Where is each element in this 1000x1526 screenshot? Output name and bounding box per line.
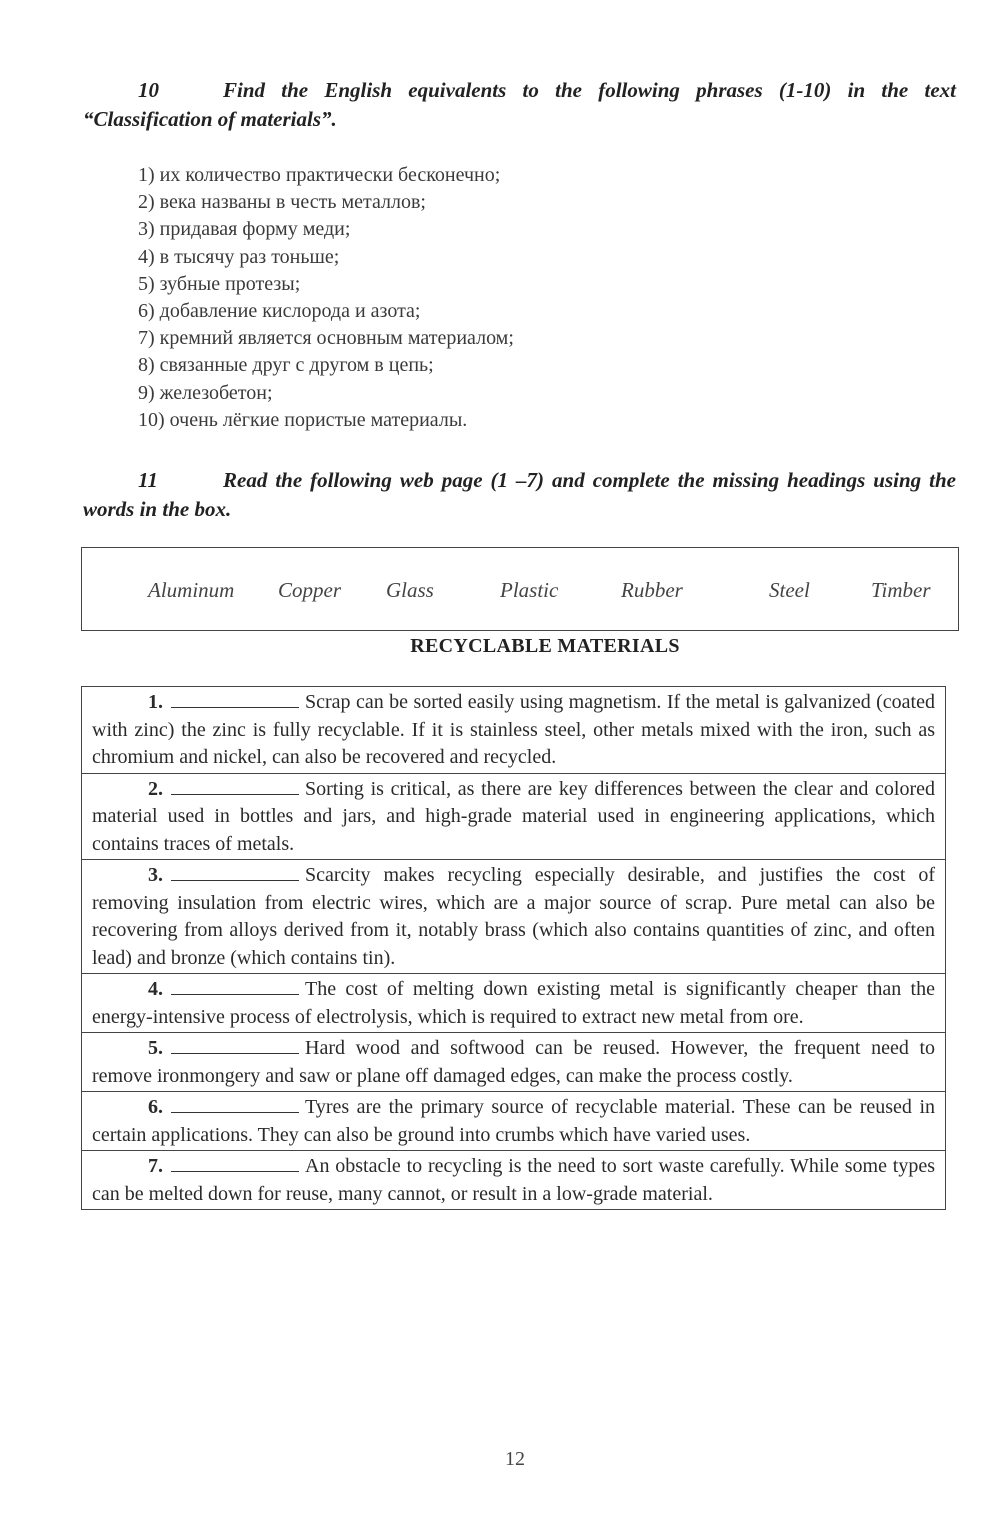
row-number: 5.	[148, 1037, 163, 1059]
table-row	[82, 973, 945, 1032]
task-10-instruction	[83, 76, 956, 134]
answer-blank[interactable]	[171, 1094, 299, 1113]
table-row	[82, 773, 945, 860]
row-number: 6.	[148, 1096, 163, 1118]
word-option: Copper	[278, 578, 341, 602]
table-row	[82, 1032, 945, 1091]
row-text: Scarcity makes recycling especially desirable, and justifies the cost of removing insulation from electric wires, which are a major source of scrap. Pure metal can also be recovering from alloys derived from it, notably brass (which also contains quantities of zinc, and often lead) and bronze (which contains tin).	[92, 864, 935, 969]
row-text: Tyres are the primary source of recyclable material. These can be reused in certain applications. They can also be ground into crumbs which have varied uses.	[92, 1096, 935, 1146]
answer-blank[interactable]	[171, 1153, 299, 1172]
task-text: Find the English equivalents to the following phrases (1-10) in the text “Classification of materials”.	[83, 78, 956, 131]
word-option: Aluminum	[148, 578, 235, 602]
row-number: 4.	[148, 978, 163, 1000]
table-row	[82, 859, 945, 973]
row-text: Scrap can be sorted easily using magnetism. If the metal is galvanized (coated with zinc) the zinc is fully recyclable. If it is stainless steel, other metals mixed with the iron, such as chromium and nickel, can also be recovered and recycled.	[92, 691, 935, 768]
row-text: The cost of melting down existing metal is significantly cheaper than the energy-intensive process of electrolysis, which is required to extract new metal from ore.	[92, 978, 935, 1028]
list-item: 9) железобетон;	[138, 381, 273, 404]
list-item: 5) зубные протезы;	[138, 272, 301, 295]
list-item: 10) очень лёгкие пористые материалы.	[138, 408, 468, 431]
phrase-list	[138, 162, 514, 434]
table-row	[82, 687, 945, 773]
word-option: Timber	[871, 578, 931, 602]
word-option: Steel	[769, 578, 810, 602]
task-text: Read the following web page (1 –7) and complete the missing headings using the words in the box.	[83, 468, 956, 521]
task-number: 11	[138, 468, 158, 492]
row-number: 1.	[148, 691, 163, 713]
list-item: 4) в тысячу раз тоньше;	[138, 245, 340, 268]
table-row	[82, 1150, 945, 1209]
page-number: 12	[505, 1448, 525, 1470]
row-text: An obstacle to recycling is the need to sort waste carefully. While some types can be melted down for reuse, many cannot, or result in a low-grade material.	[92, 1155, 935, 1205]
word-option: Plastic	[500, 578, 559, 602]
answer-blank[interactable]	[171, 1035, 299, 1054]
answer-blank[interactable]	[171, 976, 299, 995]
word-option: Rubber	[621, 578, 683, 602]
row-number: 2.	[148, 777, 163, 800]
list-item: 3) придавая форму меди;	[138, 218, 351, 241]
row-number: 3.	[148, 864, 163, 886]
materials-table	[81, 686, 946, 1210]
answer-blank[interactable]	[171, 776, 299, 795]
word-option: Glass	[386, 578, 434, 602]
list-item: 8) связанные друг с другом в цепь;	[138, 354, 434, 377]
row-text: Sorting is critical, as there are key differences between the clear and colored material used in bottles and jars, and high-grade material used in engineering applications, which contains traces of metals.	[92, 777, 935, 855]
table-row	[82, 1091, 945, 1150]
list-item: 2) века названы в честь металлов;	[138, 191, 426, 214]
list-item: 1) их количество практически бесконечно;	[138, 164, 501, 186]
answer-blank[interactable]	[171, 862, 299, 881]
section-title: RECYCLABLE MATERIALS	[410, 635, 680, 657]
row-text: Hard wood and softwood can be reused. However, the frequent need to remove ironmongery and saw or plane off damaged edges, can make the process costly.	[92, 1037, 935, 1087]
word-box	[81, 547, 959, 631]
task-11-instruction	[83, 466, 956, 524]
task-number: 10	[138, 78, 159, 102]
list-item: 7) кремний является основным материалом;	[138, 327, 514, 350]
answer-blank[interactable]	[171, 689, 299, 708]
row-number: 7.	[148, 1155, 163, 1177]
list-item: 6) добавление кислорода и азота;	[138, 300, 421, 323]
